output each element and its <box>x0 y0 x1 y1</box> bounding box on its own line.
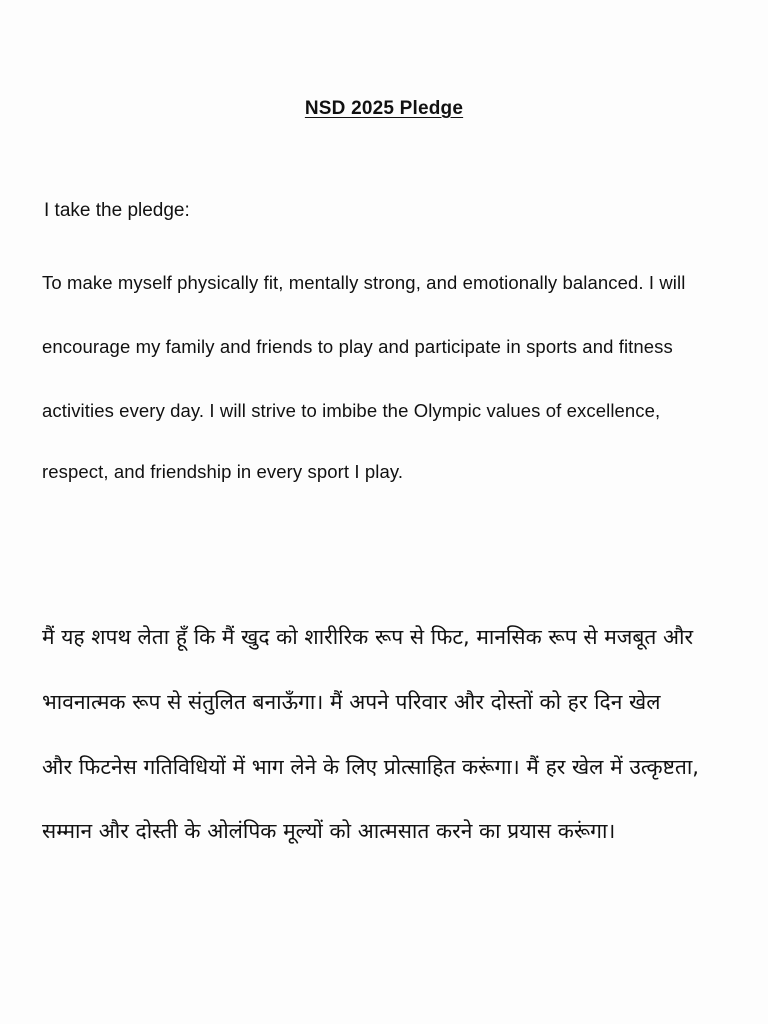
english-pledge-line: encourage my family and friends to play and participate in sports and fitness <box>42 336 673 357</box>
page-title: NSD 2025 Pledge <box>304 98 464 119</box>
english-pledge-line: activities every day. I will strive to imbibe the Olympic values of excellence, <box>42 400 661 421</box>
hindi-pledge-line: मैं यह शपथ लेता हूँ कि मैं खुद को शारीरिक रूप से फिट, मानसिक रूप से मजबूत और <box>42 625 694 649</box>
hindi-pledge-line: सम्मान और दोस्ती के ओलंपिक मूल्यों को आत्मसात करने का प्रयास करूंगा। <box>42 819 616 843</box>
hindi-pledge-line: और फिटनेस गतिविधियों में भाग लेने के लिए प्रोत्साहित करूंगा। मैं हर खेल में उत्कृष्टता, <box>42 755 699 779</box>
english-pledge-line: respect, and friendship in every sport I play. <box>42 461 404 482</box>
english-pledge-line: To make myself physically fit, mentally strong, and emotionally balanced. I will <box>42 272 686 293</box>
pledge-intro: I take the pledge: <box>44 200 190 221</box>
hindi-pledge-line: भावनात्मक रूप से संतुलित बनाऊँगा। मैं अपने परिवार और दोस्तों को हर दिन खेल <box>42 690 661 714</box>
